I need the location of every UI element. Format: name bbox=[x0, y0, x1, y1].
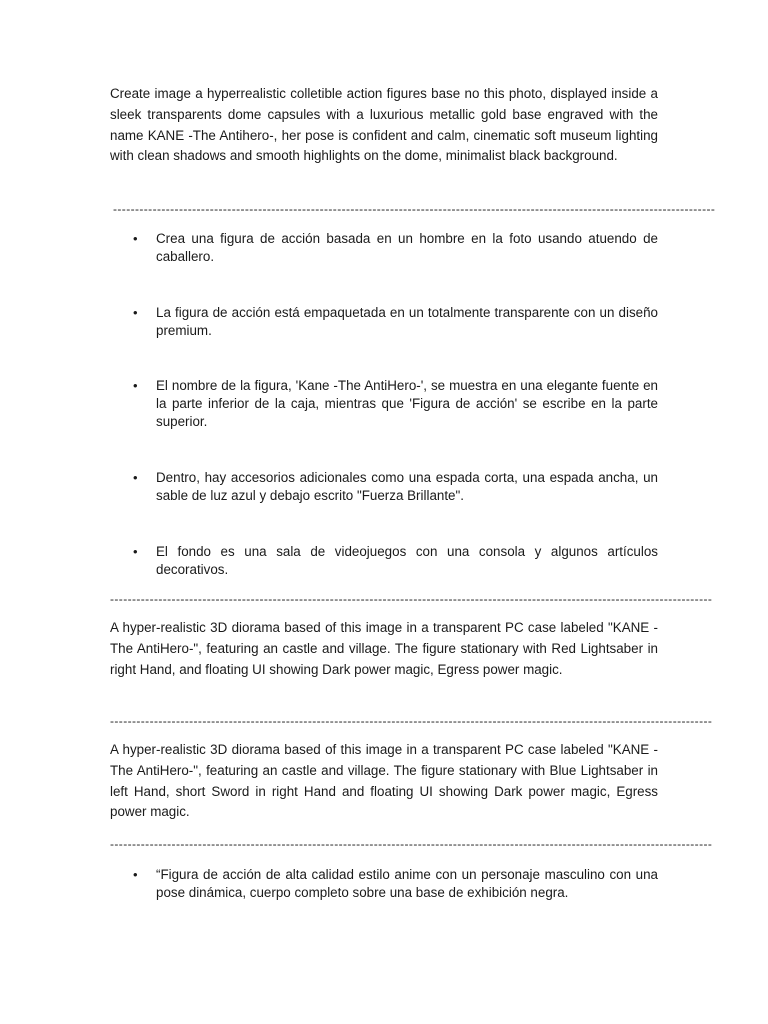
list-item bbox=[110, 543, 658, 579]
list-item-text: El nombre de la figura, 'Kane -The AntiHero-', se muestra en una elegante fuente en la parte inferior de la caja, mientras que 'Figura de acción' se escribe en la parte superior. bbox=[156, 378, 658, 429]
bullet-icon: • bbox=[133, 470, 138, 485]
diorama-prompt-red-paragraph: A hyper-realistic 3D diorama based of this image in a transparent PC case labeled "KANE -The AntiHero-", featuring an castle and village. The figure stationary with Red Lightsaber in right Hand, and floating UI showing Dark power magic, Egress power magic. bbox=[110, 620, 658, 677]
list-item bbox=[110, 866, 658, 902]
separator-line: ----------------------------------------------------------------------------------------------------------------------------------------- bbox=[110, 714, 713, 728]
diorama-prompt-red-block bbox=[110, 618, 658, 680]
list-item bbox=[110, 377, 658, 431]
list-item bbox=[110, 230, 658, 266]
intro-prompt-block bbox=[110, 84, 658, 167]
diorama-prompt-blue-block bbox=[110, 740, 658, 823]
intro-prompt-paragraph: Create image a hyperrealistic colletible action figures base no this photo, displayed inside a sleek transparents dome capsules with a luxurious metallic gold base engraved with the name KANE -The Antihero-, her pose is confident and calm, cinematic soft museum lighting with clean shadows and smooth highlights on the dome, minimalist black background. bbox=[110, 86, 658, 164]
separator-line: ----------------------------------------------------------------------------------------------------------------------------------------- bbox=[113, 202, 716, 216]
separator-line: ----------------------------------------------------------------------------------------------------------------------------------------- bbox=[110, 592, 713, 606]
list-item bbox=[110, 469, 658, 505]
bullet-icon: • bbox=[133, 231, 138, 246]
bullet-icon: • bbox=[133, 378, 138, 393]
separator-line: ----------------------------------------------------------------------------------------------------------------------------------------- bbox=[110, 837, 713, 851]
bullet-icon: • bbox=[133, 867, 138, 882]
list-item-text: Dentro, hay accesorios adicionales como una espada corta, una espada ancha, un sable de luz azul y debajo escrito "Fuerza Brillante". bbox=[156, 470, 658, 503]
list-item-text: La figura de acción está empaquetada en un totalmente transparente con un diseño premium. bbox=[156, 305, 658, 338]
list-item-text: Crea una figura de acción basada en un hombre en la foto usando atuendo de caballero. bbox=[156, 231, 658, 264]
list-item-text: “Figura de acción de alta calidad estilo anime con un personaje masculino con una pose dinámica, cuerpo completo sobre una base de exhibición negra. bbox=[156, 867, 658, 900]
list-item bbox=[110, 304, 658, 340]
diorama-prompt-blue-paragraph: A hyper-realistic 3D diorama based of this image in a transparent PC case labeled "KANE -The AntiHero-", featuring an castle and village. The figure stationary with Blue Lightsaber in left Hand, short Sword in right Hand and floating UI showing Dark power magic, Egress power magic. bbox=[110, 742, 658, 820]
bullet-icon: • bbox=[133, 544, 138, 559]
list-item-text: El fondo es una sala de videojuegos con una consola y algunos artículos decorativos. bbox=[156, 544, 658, 577]
bullet-icon: • bbox=[133, 305, 138, 320]
